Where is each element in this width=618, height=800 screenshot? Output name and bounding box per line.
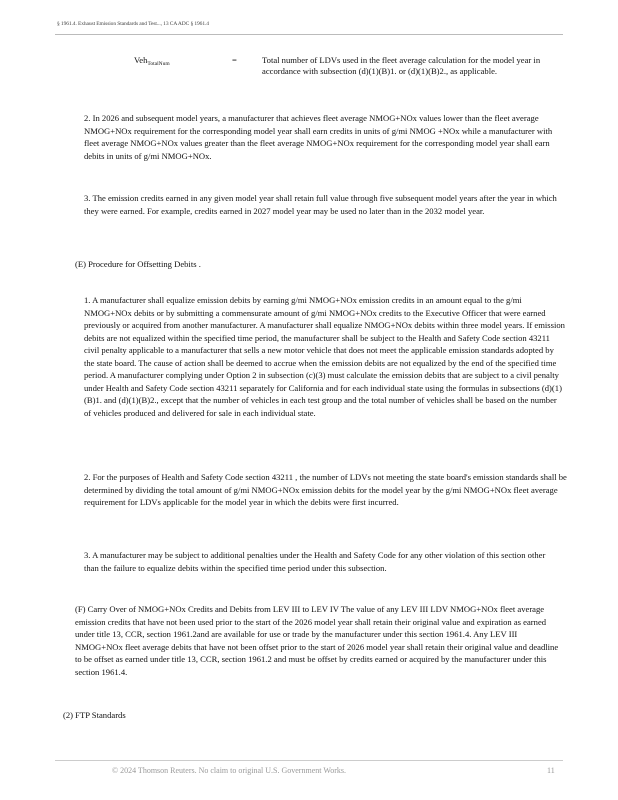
heading-ftp-standards: (2) FTP Standards xyxy=(63,710,126,720)
paragraph-additional-penalties: 3. A manufacturer may be subject to additional penalties under the Health and Safety Code for any other violation of this section other than the failure to equalize debits within the specified time period under this subsection. xyxy=(84,550,546,573)
header-divider xyxy=(55,34,563,35)
paragraph-2026-credits: 2. In 2026 and subsequent model years, a manufacturer that achieves fleet average NMOG+NOx values lower than the fleet average NMOG+NOx requirement for the corresponding model year shall earn credits in units of g/mi NMOG +NOx while a manufacturer with fleet average NMOG+NOx values greater than the fleet average NMOG+NOx requirement for the corresponding model year shall earn debits in units of g/mi NMOG+NOx. xyxy=(84,113,553,161)
paragraph-equalize-debits: 1. A manufacturer shall equalize emission debits by earning g/mi NMOG+NOx emission credits in an amount equal to the g/mi NMOG+NOx debits or by submitting a commensurate amount of g/mi NMOG+NOx credits to the Executive Officer that were earned previously or acquired from another manufacturer. A manufacturer shall equalize NMOG+NOx debits within three model years. If emission debits are not equalized within the specified time period, the manufacturer shall be subject to the Health and Safety Code section 43211 civil penalty applicable to a manufacturer that sells a new motor vehicle that does not meet the applicable emission standards adopted by the state board. The cause of action shall be deemed to accrue when the emission debits are not equalized by the end of the specified time period. A manufacturer complying under Option 2 in subsection (c)(3) must calculate the emission debits that are subject to a civil penalty under Health and Safety Code section 43211 separately for California and for each individual state using the formulas in subsections (d)(1)(B)1. and (d)(1)(B)2., except that the number of vehicles in each test group and the total number of vehicles shall be based on the number of vehicles produced and delivered for sale in each individual state. xyxy=(84,295,565,418)
running-head: § 1961.4. Exhaust Emission Standards and Test..., 13 CA ADC § 1961.4 xyxy=(57,21,209,27)
footer-copyright: © 2024 Thomson Reuters. No claim to original U.S. Government Works. xyxy=(112,766,347,775)
paragraph-credit-retention: 3. The emission credits earned in any given model year shall retain full value through five subsequent model years after the year in which they were earned. For example, credits earned in 2027 model year may be used no later than in the 2032 model year. xyxy=(84,193,557,216)
paragraph-carry-over: (F) Carry Over of NMOG+NOx Credits and Debits from LEV III to LEV IV The value of any LEV III LDV NMOG+NOx fleet average emission credits that have not been used prior to the start of the 2026 model year shall retain their original value and expiration as earned under title 13, CCR, section 1961.2and are available for use or trade by the manufacturer under this section 1961.4. Any LEV III NMOG+NOx fleet average debits that have not been offset prior to the start of 2026 model year shall retain their original value and deadline to be offset as earned under title 13, CCR, section 1961.2 and must be offset by credits earned or acquired by the manufacturer under this section 1961.4. xyxy=(75,604,559,677)
paragraph-ldv-count: 2. For the purposes of Health and Safety Code section 43211 , the number of LDVs not meeting the state board's emission standards shall be determined by dividing the total amount of g/mi NMOG+NOx emission debits for the model year by the g/mi NMOG+NOx fleet average requirement for LDVs applicable for the model year in which the debits were first incurred. xyxy=(84,472,567,507)
definition-equals: = xyxy=(232,55,237,65)
heading-offsetting-debits: (E) Procedure for Offsetting Debits . xyxy=(75,259,201,269)
term-main: Veh xyxy=(134,55,148,65)
term-subscript: TotalNum xyxy=(147,61,170,67)
definition-term xyxy=(134,55,170,70)
footer-divider xyxy=(55,760,563,761)
definition-text: Total number of LDVs used in the fleet average calculation for the model year in accordance with subsection (d)(1)(B)1. or (d)(1)(B)2., as applicable. xyxy=(262,55,541,76)
page-number: 11 xyxy=(547,766,555,775)
